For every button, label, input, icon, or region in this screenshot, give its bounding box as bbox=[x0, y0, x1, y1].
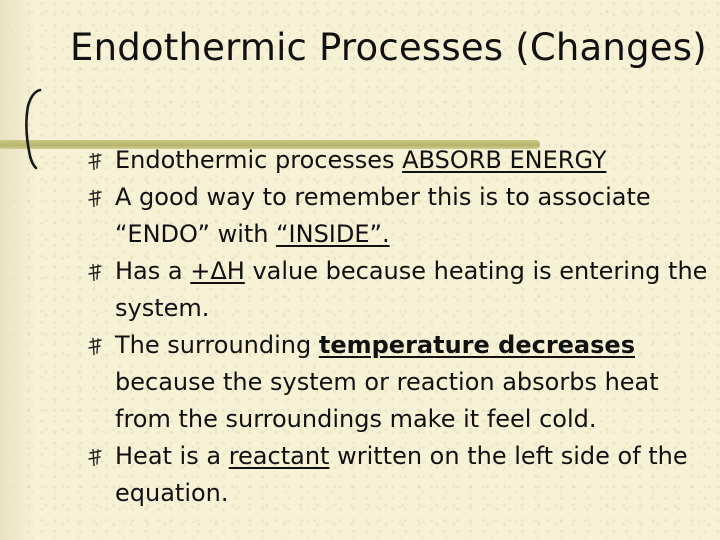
bullet-item-absorb-energy bbox=[88, 142, 708, 179]
bullet-icon bbox=[88, 449, 102, 466]
bullet-text: Endothermic processes bbox=[115, 146, 403, 174]
bullet-icon bbox=[88, 338, 102, 355]
bullet-text: The surrounding bbox=[115, 331, 319, 359]
bullet-item-temperature-decreases bbox=[88, 327, 708, 438]
bullet-emphasis: +ΔH bbox=[190, 257, 245, 285]
bullet-text: Heat is a bbox=[115, 442, 229, 470]
bullet-emphasis: temperature decreases bbox=[318, 331, 635, 359]
bullet-text: A good way to remember this is to associate “ENDO” with bbox=[115, 183, 651, 248]
bullet-emphasis: “INSIDE”. bbox=[276, 220, 390, 248]
bullet-icon bbox=[88, 264, 102, 281]
bullet-icon bbox=[88, 190, 102, 207]
bullet-text-after: value because heating is entering the system. bbox=[115, 257, 708, 322]
bracket-icon bbox=[16, 86, 56, 170]
bullet-emphasis: reactant bbox=[228, 442, 330, 470]
bullet-item-positive-delta-h bbox=[88, 253, 708, 327]
bullet-emphasis: ABSORB ENERGY bbox=[402, 146, 607, 174]
left-margin-band bbox=[0, 0, 36, 540]
bullet-item-heat-reactant bbox=[88, 438, 708, 512]
bullet-list bbox=[88, 142, 708, 512]
bullet-text: Has a bbox=[115, 257, 191, 285]
bullet-item-endo-inside bbox=[88, 179, 708, 253]
slide-title: Endothermic Processes (Changes) bbox=[70, 26, 707, 69]
bullet-text-after: because the system or reaction absorbs heat from the surroundings make it feel cold. bbox=[115, 368, 659, 433]
bullet-icon bbox=[88, 153, 102, 170]
bullet-text-after: written on the left side of the equation. bbox=[115, 442, 688, 507]
